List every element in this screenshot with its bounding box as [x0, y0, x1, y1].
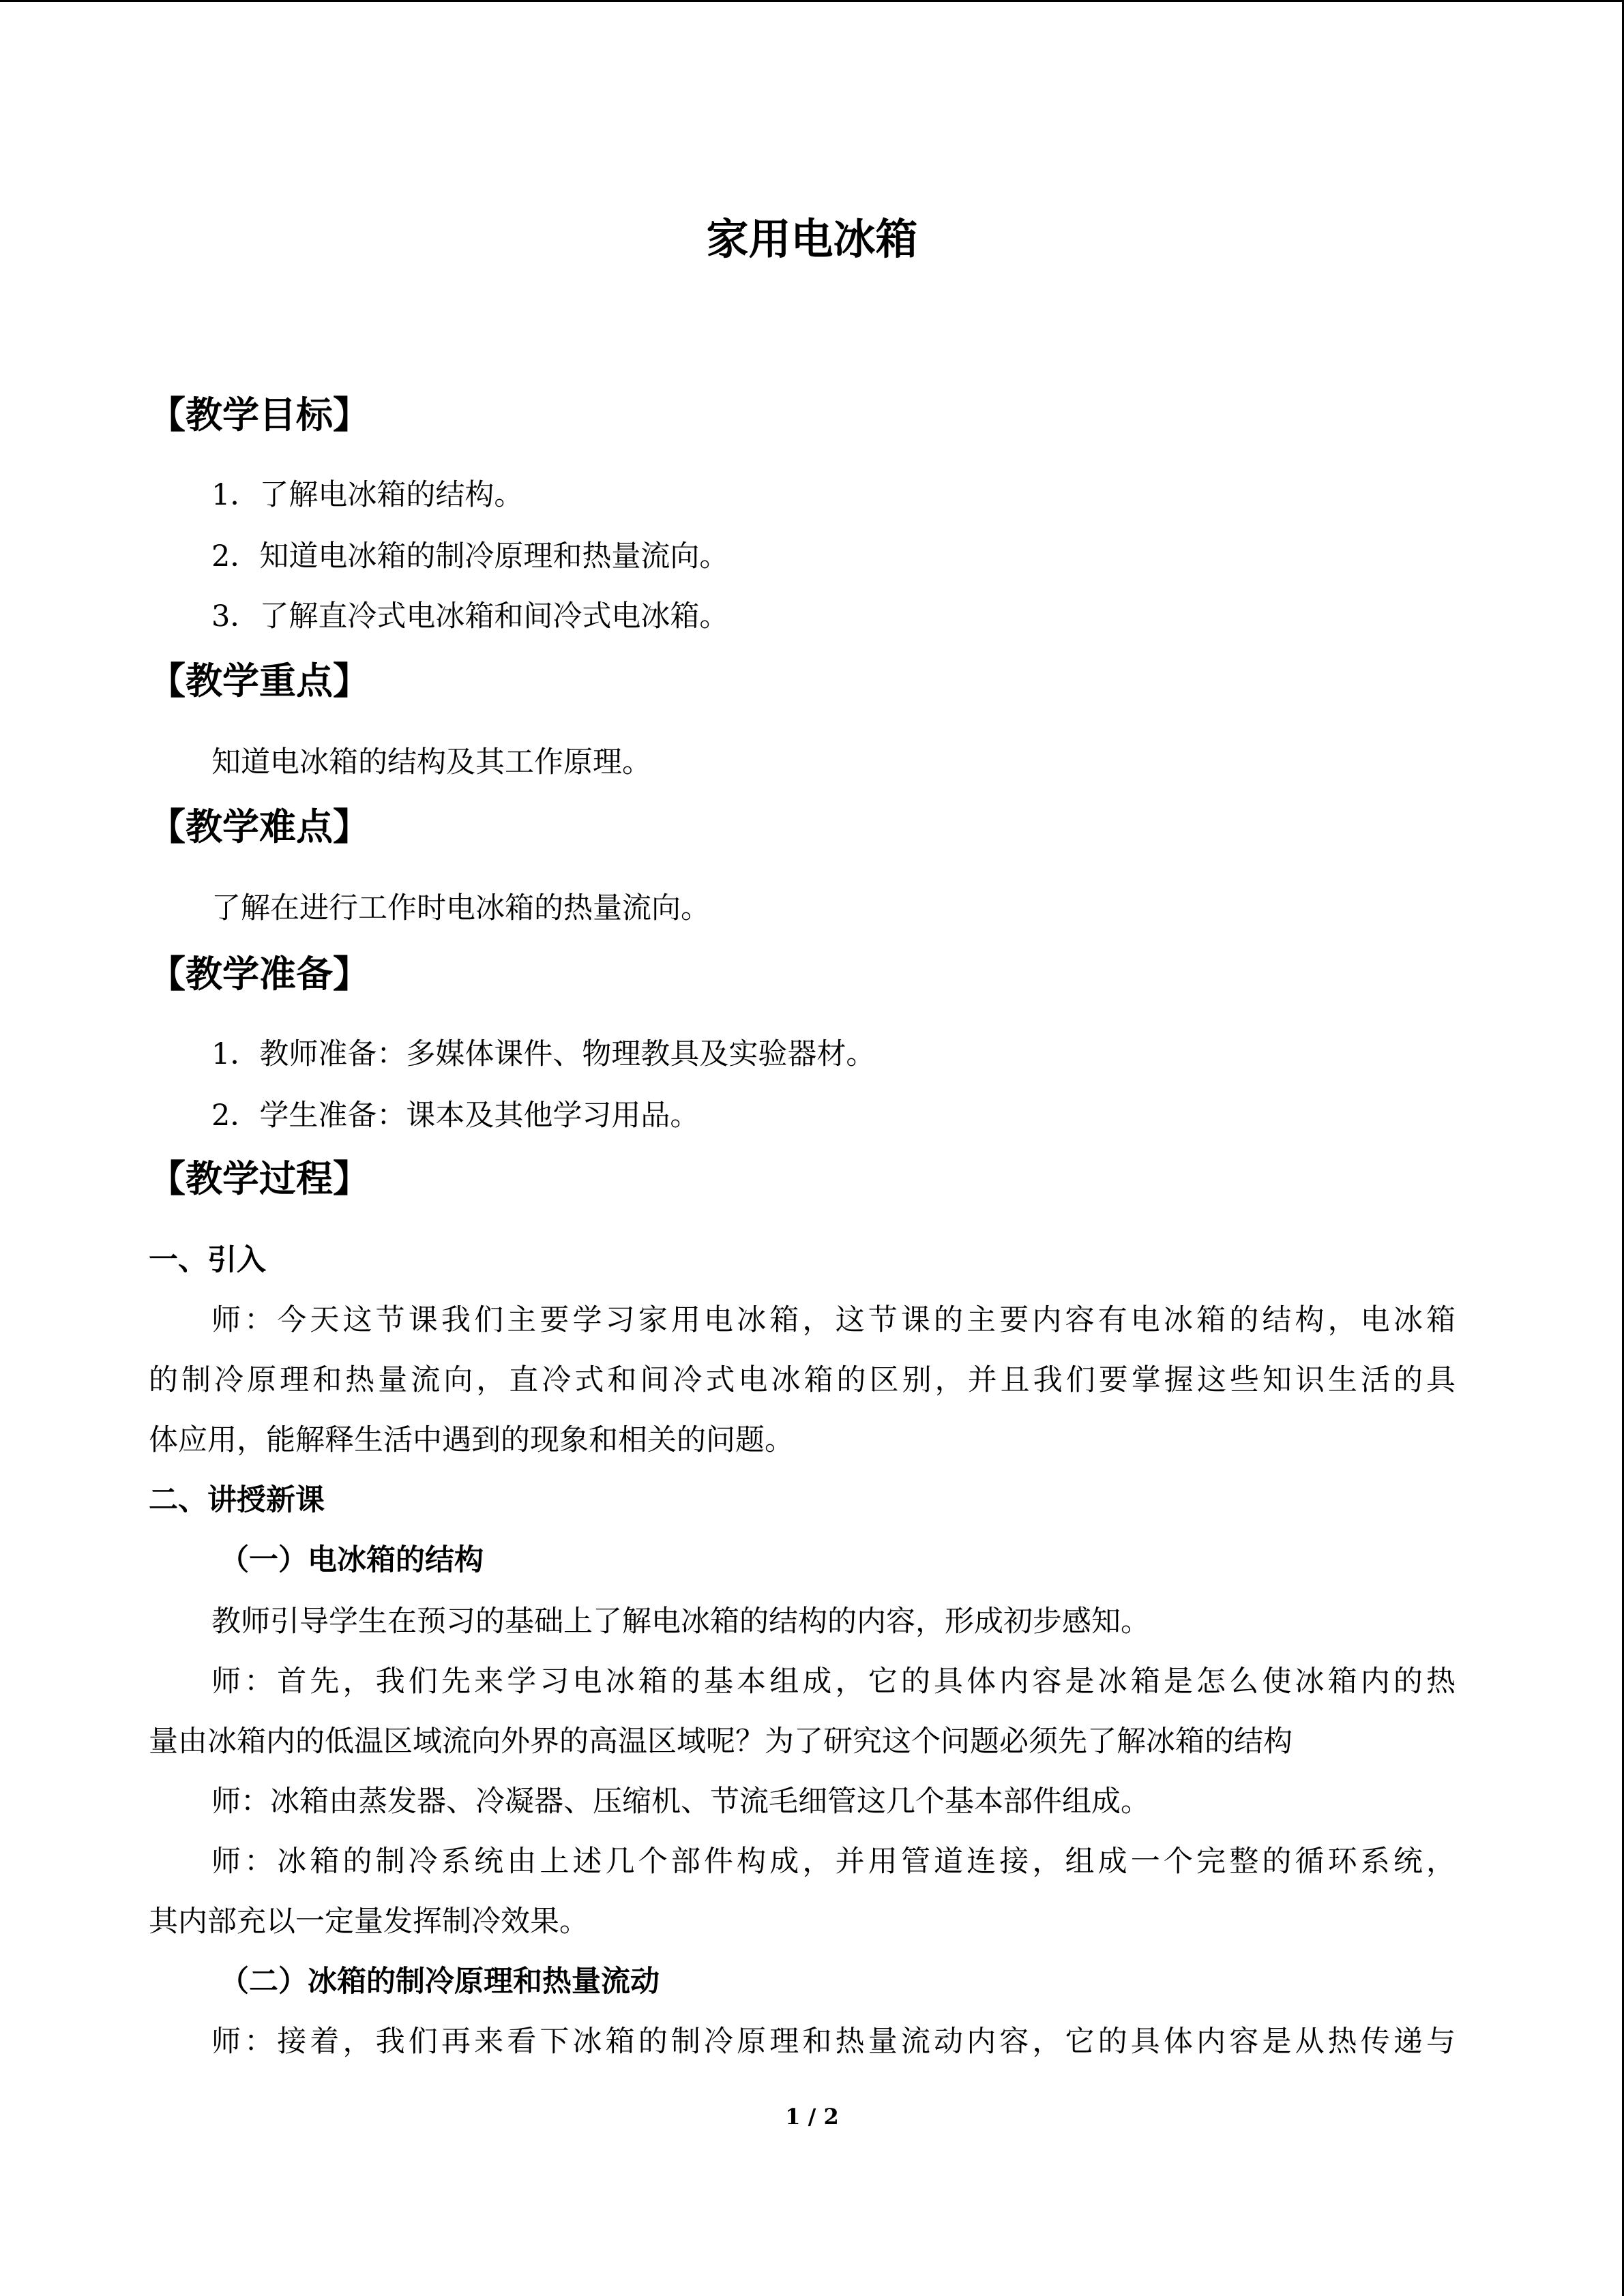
structure-paragraph-4-line-2: 其内部充以一定量发挥制冷效果。	[149, 1905, 589, 1939]
objective-item-2: 2．知道电冰箱的制冷原理和热量流向。	[211, 539, 729, 573]
principle-paragraph-1: 师：接着，我们再来看下冰箱的制冷原理和热量流动内容，它的具体内容是从热传递与	[211, 2025, 1456, 2059]
intro-line-2: 的制冷原理和热量流向，直冷式和间冷式电冰箱的区别，并且我们要掌握这些知识生活的具	[149, 1363, 1456, 1397]
objective-item-1: 1．了解电冰箱的结构。	[211, 478, 524, 512]
subsection-principle-title: （二）冰箱的制冷原理和热量流动	[220, 1965, 660, 1999]
preparation-item-2: 2．学生准备：课本及其他学习用品。	[211, 1099, 700, 1133]
heading-difficulties: 【教学难点】	[149, 805, 370, 848]
structure-paragraph-4-line-1: 师：冰箱的制冷系统由上述几个部件构成，并用管道连接，组成一个完整的循环系统，	[211, 1845, 1456, 1879]
difficulties-text: 了解在进行工作时电冰箱的热量流向。	[211, 891, 710, 925]
heading-preparation: 【教学准备】	[149, 952, 370, 996]
structure-paragraph-2-line-2: 量由冰箱内的低温区域流向外界的高温区域呢？为了研究这个问题必须先了解冰箱的结构	[149, 1725, 1293, 1759]
page-number: 1 / 2	[785, 2104, 839, 2130]
heading-objectives: 【教学目标】	[149, 393, 370, 436]
page-border-top	[0, 0, 1624, 2]
structure-paragraph-2-line-1: 师：首先，我们先来学习电冰箱的基本组成，它的具体内容是冰箱是怎么使冰箱内的热	[211, 1665, 1456, 1699]
key-points-text: 知道电冰箱的结构及其工作原理。	[211, 745, 651, 779]
page-title: 家用电冰箱	[706, 214, 918, 264]
structure-paragraph-1: 教师引导学生在预习的基础上了解电冰箱的结构的内容，形成初步感知。	[211, 1605, 1150, 1639]
objective-item-3: 3．了解直冷式电冰箱和间冷式电冰箱。	[211, 599, 729, 633]
section-intro-title: 一、引入	[149, 1243, 266, 1277]
subsection-structure-title: （一）电冰箱的结构	[220, 1543, 484, 1577]
structure-paragraph-3: 师：冰箱由蒸发器、冷凝器、压缩机、节流毛细管这几个基本部件组成。	[211, 1785, 1150, 1819]
heading-key-points: 【教学重点】	[149, 659, 370, 702]
intro-line-3: 体应用，能解释生活中遇到的现象和相关的问题。	[149, 1423, 794, 1457]
heading-process: 【教学过程】	[149, 1157, 370, 1200]
preparation-item-1: 1．教师准备：多媒体课件、物理教具及实验器材。	[211, 1037, 876, 1071]
section-new-lesson-title: 二、讲授新课	[149, 1483, 325, 1517]
intro-line-1: 师：今天这节课我们主要学习家用电冰箱，这节课的主要内容有电冰箱的结构，电冰箱	[211, 1303, 1456, 1337]
